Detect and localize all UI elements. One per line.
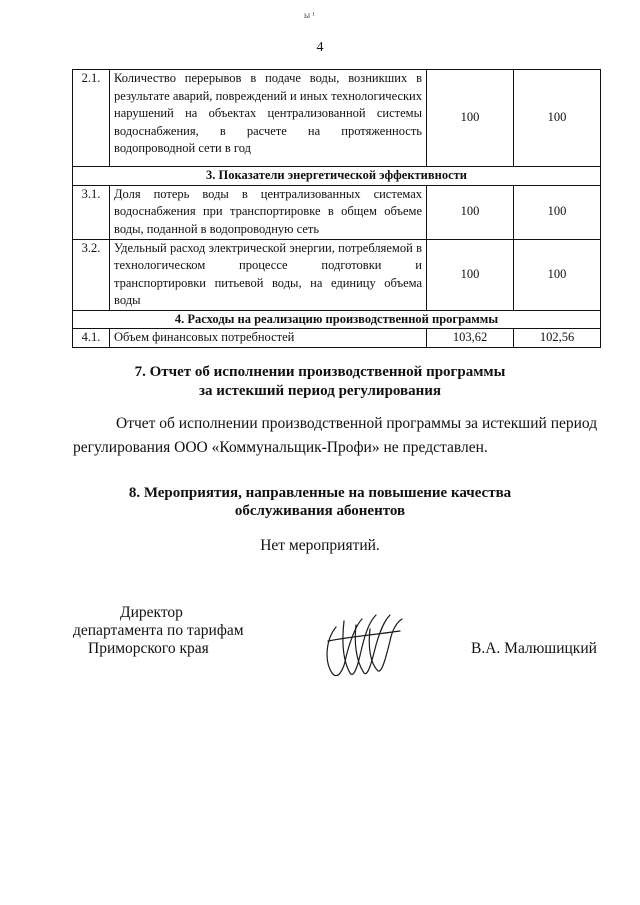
indicator-description: Удельный расход электрической энергии, потребляемой в технологическом процессе подготовки и транспортировки питьевой воды, на единицу объема воды <box>110 239 427 310</box>
indicator-value-2: 102,56 <box>514 329 601 348</box>
section7-text-line1: Отчет об исполнении производственной программы за истекший период <box>116 415 598 432</box>
scan-mark: ы ¹ <box>304 10 315 20</box>
program-indicators-table <box>72 69 601 348</box>
indicator-description: Доля потерь воды в централизованных системах водоснабжения при транспортировке в общем объеме воды, поданной в водопроводную сеть <box>110 185 427 239</box>
section7-title-line1: 7. Отчет об исполнении производственной программы <box>134 364 506 380</box>
signatory-position-line1: Директор <box>120 604 183 621</box>
table-row <box>73 239 601 310</box>
row-number: 4.1. <box>73 329 110 348</box>
section8-title-line2: обслуживания абонентов <box>234 503 406 519</box>
section8-title-line1: 8. Мероприятия, направленные на повышение качества <box>128 485 512 501</box>
handwritten-signature <box>318 611 408 683</box>
table-row <box>73 185 601 239</box>
indicator-value-1: 100 <box>427 70 514 167</box>
section-title: 3. Показатели энергетической эффективности <box>73 167 601 186</box>
indicator-description: Объем финансовых потребностей <box>110 329 427 348</box>
row-number: 3.2. <box>73 239 110 310</box>
table-row <box>73 329 601 348</box>
indicator-value-1: 103,62 <box>427 329 514 348</box>
indicator-value-1: 100 <box>427 185 514 239</box>
table-row <box>73 70 601 167</box>
row-number: 3.1. <box>73 185 110 239</box>
section7-title-line2: за истекший период регулирования <box>198 383 442 399</box>
signatory-position-line3: Приморского края <box>88 640 209 657</box>
indicator-description: Количество перерывов в подаче воды, возникших в результате аварий, повреждений и иных технологических нарушений на объектах централизованной системы водоснабжения, в расчете на протяженность водопроводной сети в год <box>110 70 427 167</box>
table-section-row <box>73 167 601 186</box>
signatory-name: В.А. Малюшицкий <box>471 640 597 657</box>
signatory-position-line2: департамента по тарифам <box>73 622 244 639</box>
row-number: 2.1. <box>73 70 110 167</box>
indicator-value-1: 100 <box>427 239 514 310</box>
page-number: 4 <box>316 40 324 55</box>
indicator-value-2: 100 <box>514 239 601 310</box>
indicator-value-2: 100 <box>514 70 601 167</box>
indicator-value-2: 100 <box>514 185 601 239</box>
section7-text-line2: регулирования ООО «Коммунальщик-Профи» не представлен. <box>73 439 488 456</box>
section-title: 4. Расходы на реализацию производственной программы <box>73 310 601 329</box>
section8-text: Нет мероприятий. <box>260 537 380 554</box>
table-section-row <box>73 310 601 329</box>
